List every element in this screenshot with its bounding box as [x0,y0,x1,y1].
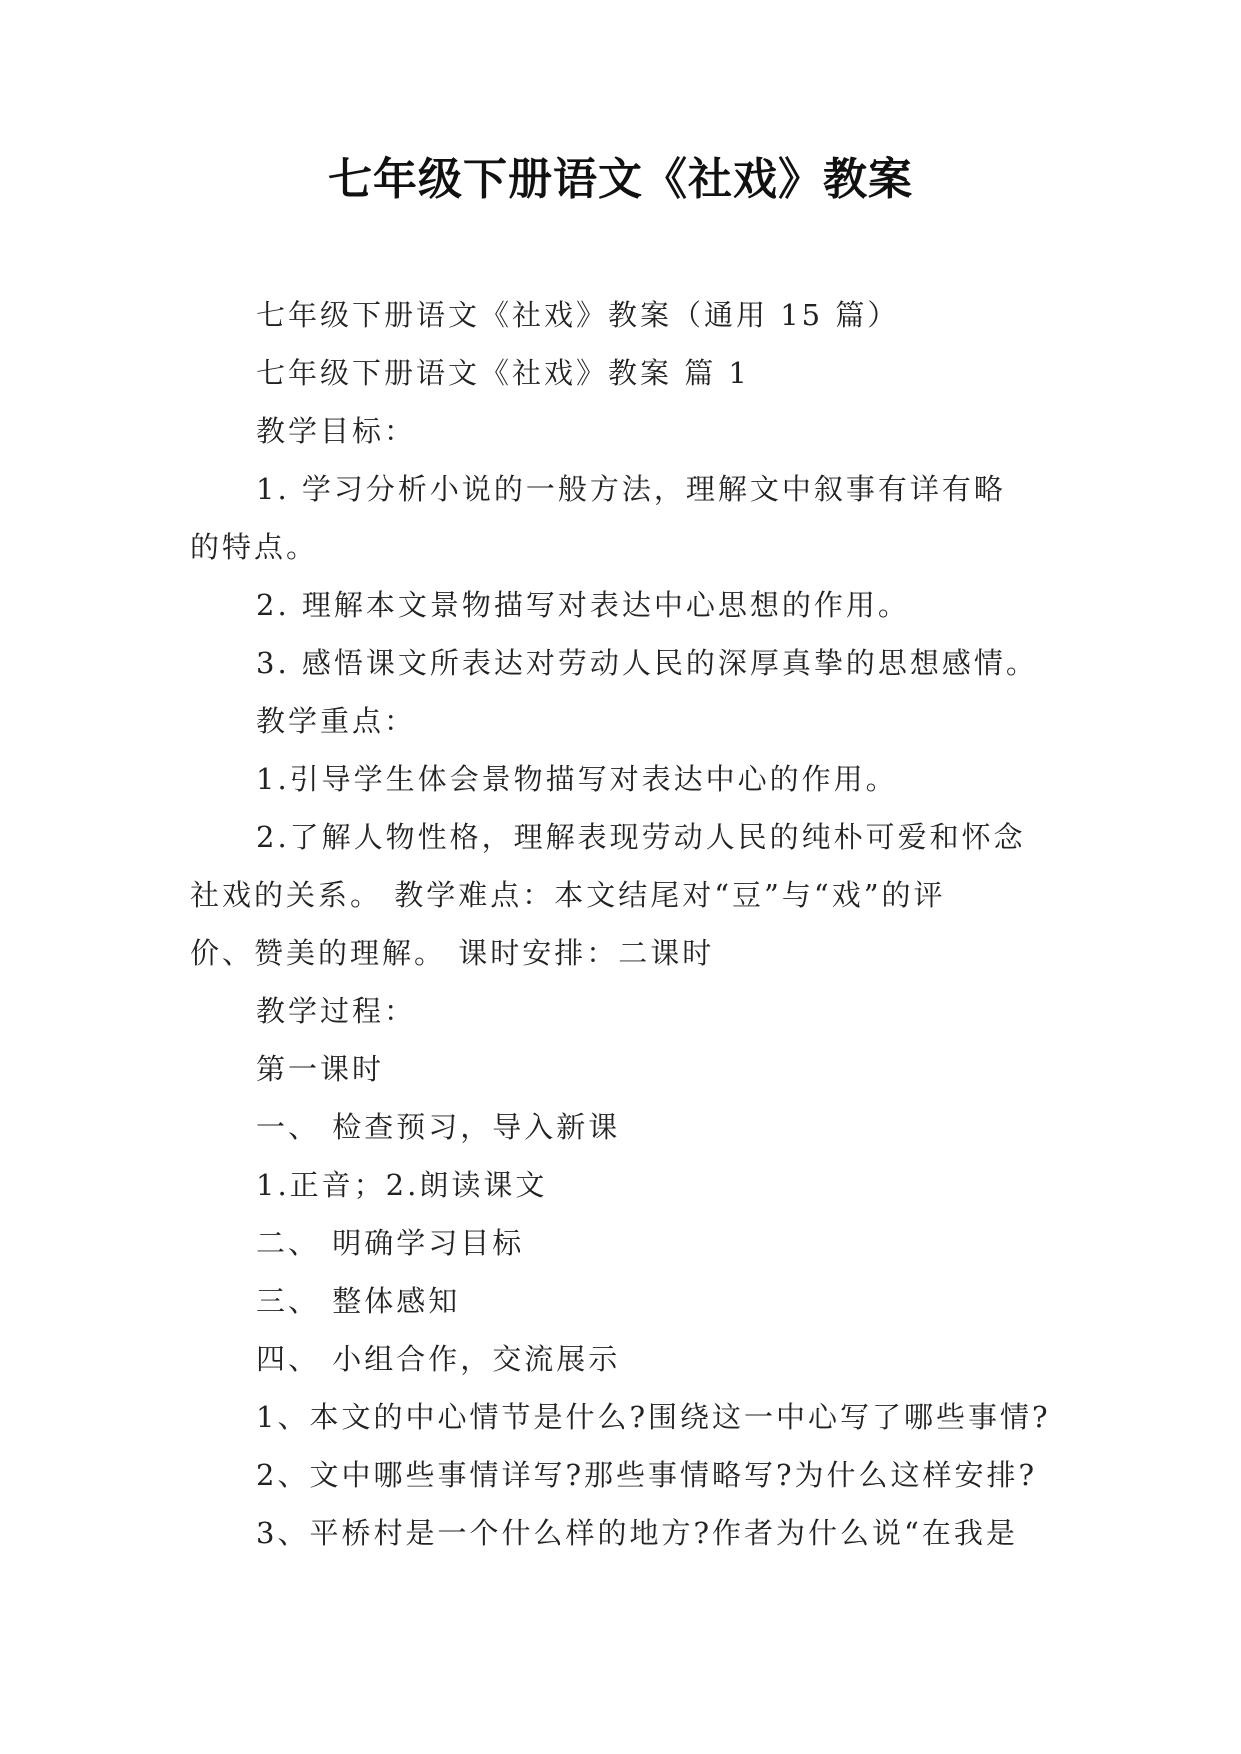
question-item: 2、文中哪些事情详写?那些事情略写?为什么这样安排? [256,1458,1038,1492]
list-item: 1. 学习分析小说的一般方法，理解文中叙事有详有略 [256,472,1006,506]
paragraph-line: 七年级下册语文《社戏》教案（通用 15 篇） [256,298,900,332]
step-heading: 二、 明确学习目标 [256,1226,525,1260]
paragraph-line: 七年级下册语文《社戏》教案 篇 1 [256,356,750,390]
document-title: 七年级下册语文《社戏》教案 [328,154,913,205]
question-item: 3、平桥村是一个什么样的地方?作者为什么说“在我是 [256,1516,1018,1550]
list-item: 1.引导学生体会景物描写对表达中心的作用。 [256,762,898,796]
list-item: 3. 感悟课文所表达对劳动人民的深厚真挚的思想感情。 [256,646,1038,680]
step-heading: 四、 小组合作，交流展示 [256,1342,621,1376]
section-heading: 教学过程： [256,994,417,1028]
step-heading: 三、 整体感知 [256,1284,461,1318]
list-item: 2. 理解本文景物描写对表达中心思想的作用。 [256,588,910,622]
document-body [190,286,1070,1562]
list-item: 2.了解人物性格，理解表现劳动人民的纯朴可爱和怀念 [256,820,1026,854]
list-item-continuation: 价、赞美的理解。 课时安排：二课时 [190,936,715,970]
section-heading: 教学目标： [256,414,417,448]
list-item-continuation: 社戏的关系。 教学难点：本文结尾对“豆”与“戏”的评 [190,878,946,912]
paragraph-line: 1.正音；2.朗读课文 [256,1168,548,1202]
step-heading: 一、 检查预习，导入新课 [256,1110,621,1144]
question-item: 1、本文的中心情节是什么?围绕这一中心写了哪些事情? [256,1400,1051,1434]
section-heading: 教学重点： [256,704,417,738]
list-item-continuation: 的特点。 [190,530,319,564]
section-heading: 第一课时 [256,1052,385,1086]
